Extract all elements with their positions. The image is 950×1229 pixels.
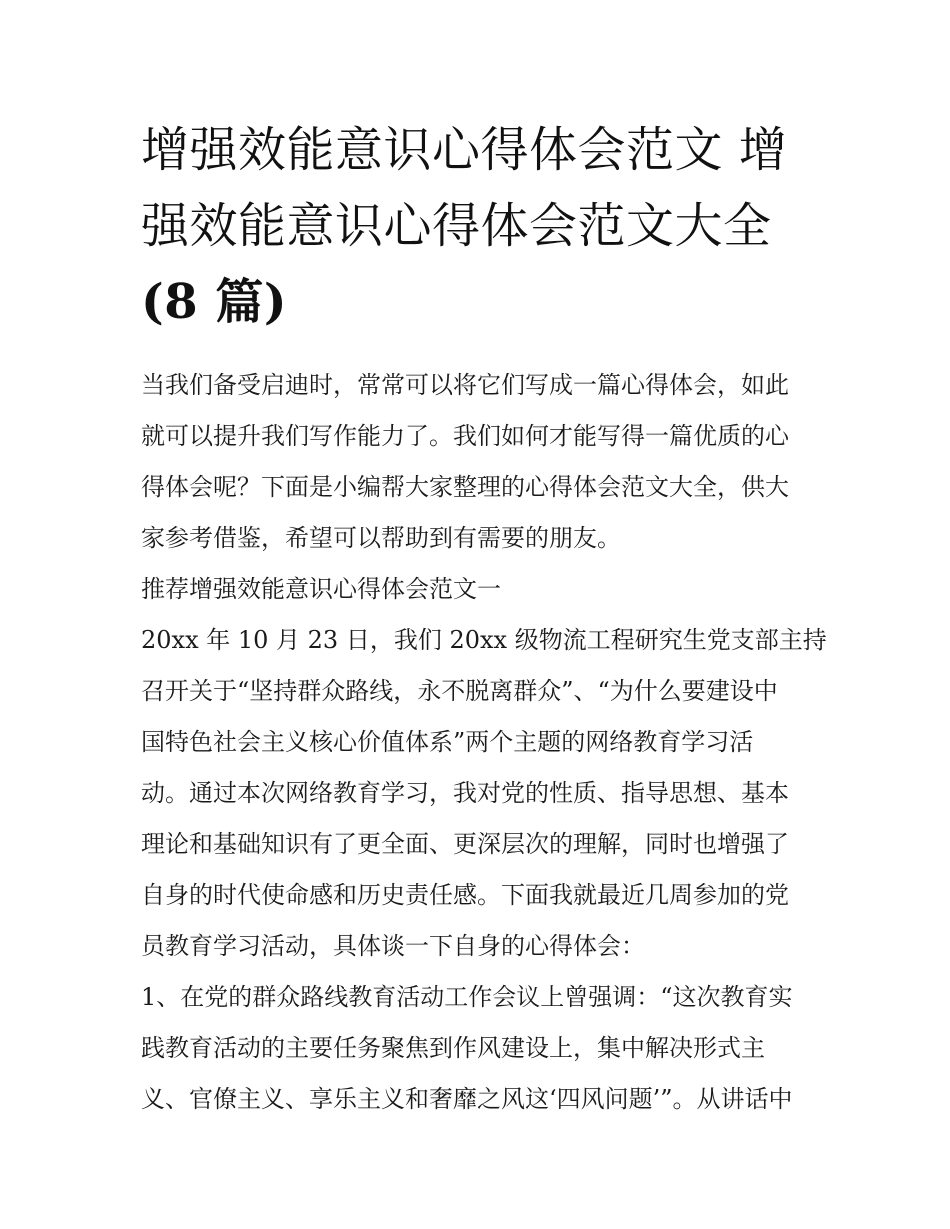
body-line: 召开关于“坚持群众路线，永不脱离群众”、“为什么要建设中 [141, 677, 778, 705]
body-line: 20xx 年 10 月 23 日，我们 20xx 级物流工程研究生党支部主持 [141, 626, 827, 654]
section-heading: 推荐增强效能意识心得体会范文一 [141, 575, 501, 603]
body-line: 家参考借鉴，希望可以帮助到有需要的朋友。 [141, 524, 621, 552]
body-line: 理论和基础知识有了更全面、更深层次的理解，同时也增强了 [141, 830, 789, 858]
title-line: 增强效能意识心得体会范文 增 [141, 122, 788, 178]
document-title [141, 112, 813, 340]
title-line: (8 篇) [141, 274, 288, 330]
body-line: 国特色社会主义核心价值体系”两个主题的网络教育学习活 [141, 728, 754, 756]
body-line: 得体会呢？下面是小编帮大家整理的心得体会范文大全，供大 [141, 473, 789, 501]
body-line: 1、在党的群众路线教育活动工作会议上曾强调：“这次教育实 [141, 983, 793, 1011]
title-line: 强效能意识心得体会范文大全 [141, 198, 772, 254]
body-line: 自身的时代使命感和历史责任感。下面我就最近几周参加的党 [141, 881, 789, 909]
body-line: 就可以提升我们写作能力了。我们如何才能写得一篇优质的心 [141, 422, 789, 450]
document-body [141, 360, 827, 1125]
body-line: 义、官僚主义、享乐主义和奢靡之风这‘四风问题’”。从讲话中 [141, 1085, 793, 1113]
body-line: 动。通过本次网络教育学习，我对党的性质、指导思想、基本 [141, 779, 789, 807]
document-content [141, 112, 827, 1125]
body-line: 员教育学习活动，具体谈一下自身的心得体会： [141, 932, 645, 960]
body-line: 践教育活动的主要任务聚焦到作风建设上，集中解决形式主 [141, 1034, 765, 1062]
body-line: 当我们备受启迪时，常常可以将它们写成一篇心得体会，如此 [141, 371, 789, 399]
